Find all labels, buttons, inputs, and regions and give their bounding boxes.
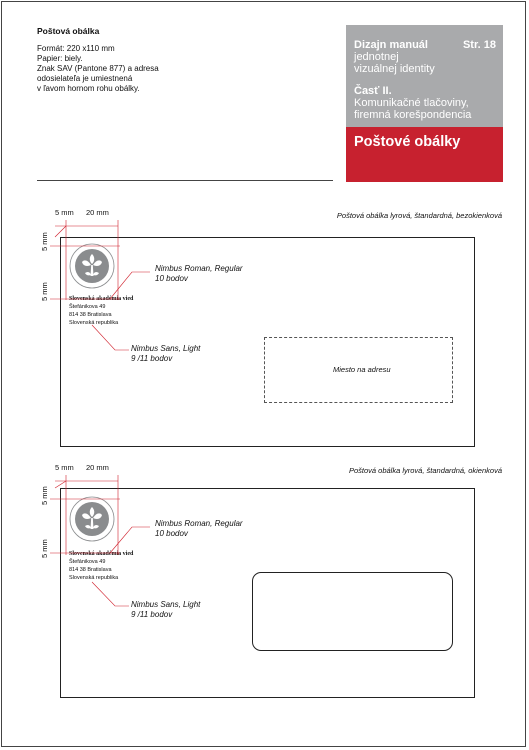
envelope-2 bbox=[60, 488, 475, 698]
spec-block bbox=[37, 26, 159, 94]
font-light-size: 9 /11 bodov bbox=[131, 354, 173, 363]
font-light-name: Nimbus Sans, Light bbox=[131, 344, 201, 353]
header-manual-title: Dizajn manuál bbox=[354, 39, 428, 51]
dim-margin-vertical-logo-2: 5 mm bbox=[40, 539, 49, 558]
sender-address-1 bbox=[69, 295, 133, 327]
font-regular-name-2: Nimbus Roman, Regular bbox=[155, 519, 243, 528]
manual-header bbox=[346, 25, 503, 182]
dim-margin-vertical-logo: 5 mm bbox=[40, 282, 49, 301]
font-note-light-2 bbox=[131, 600, 200, 620]
divider-rule bbox=[37, 180, 333, 181]
sender-address-2 bbox=[69, 550, 133, 582]
font-light-size-2: 9 /11 bodov bbox=[131, 610, 173, 619]
header-page-number: Str. 18 bbox=[462, 39, 496, 51]
spec-title: Poštová obálka bbox=[37, 26, 100, 36]
sav-logo bbox=[68, 242, 116, 290]
dim-margin-vertical-top: 5 mm bbox=[40, 232, 49, 251]
font-note-light-1 bbox=[131, 344, 200, 364]
font-regular-name: Nimbus Roman, Regular bbox=[155, 264, 243, 273]
header-sub-1: Komunikačné tlačoviny, bbox=[354, 97, 469, 109]
envelope-2-caption: Poštová obálka lyrová, štandardná, okienková bbox=[348, 466, 502, 475]
header-grey-panel bbox=[346, 25, 503, 127]
spec-line-format: Formát: 220 x110 mm bbox=[37, 44, 115, 53]
spec-line-logo: Znak SAV (Pantone 877) a adresa bbox=[37, 64, 159, 73]
sender-city: 814 38 Bratislava bbox=[69, 312, 112, 318]
address-window-2 bbox=[252, 572, 453, 651]
font-note-regular-1 bbox=[155, 264, 243, 284]
header-part: Časť II. bbox=[354, 85, 392, 97]
font-note-regular-2 bbox=[155, 519, 243, 539]
font-regular-size-2: 10 bodov bbox=[155, 529, 188, 538]
header-red-panel bbox=[346, 127, 503, 182]
header-line-2: jednotnej bbox=[354, 51, 399, 63]
spec-line-paper: Papier: biely. bbox=[37, 54, 83, 63]
envelope-1 bbox=[60, 237, 475, 447]
dim-margin-horizontal: 5 mm bbox=[55, 208, 74, 217]
dim-margin-horizontal-2: 5 mm bbox=[55, 463, 74, 472]
sender-city-2: 814 38 Bratislava bbox=[69, 567, 112, 573]
sender-street-2: Štefánikova 49 bbox=[69, 559, 106, 565]
sender-street: Štefánikova 49 bbox=[69, 304, 106, 310]
dim-logo-width: 20 mm bbox=[86, 208, 109, 217]
address-area-label: Miesto na adresu bbox=[333, 365, 391, 374]
dim-margin-vertical-top-2: 5 mm bbox=[40, 486, 49, 505]
sav-logo-2 bbox=[68, 495, 116, 543]
sender-country: Slovenská republika bbox=[69, 320, 119, 326]
sender-org: Slovenská akadémia vied bbox=[69, 296, 134, 302]
section-title: Poštové obálky bbox=[354, 134, 461, 150]
spec-line-sender: odosielateľa je umiestnená bbox=[37, 74, 133, 83]
dim-logo-width-2: 20 mm bbox=[86, 463, 109, 472]
header-sub-2: firemná korešpondencia bbox=[354, 109, 472, 121]
sender-org-2: Slovenská akadémia vied bbox=[69, 551, 134, 557]
spec-line-position: v ľavom hornom rohu obálky. bbox=[37, 84, 140, 93]
sender-country-2: Slovenská republika bbox=[69, 575, 119, 581]
envelope-1-caption: Poštová obálka lyrová, štandardná, bezokienková bbox=[336, 211, 502, 220]
header-line-3: vizuálnej identity bbox=[354, 63, 435, 75]
font-regular-size: 10 bodov bbox=[155, 274, 188, 283]
font-light-name-2: Nimbus Sans, Light bbox=[131, 600, 201, 609]
